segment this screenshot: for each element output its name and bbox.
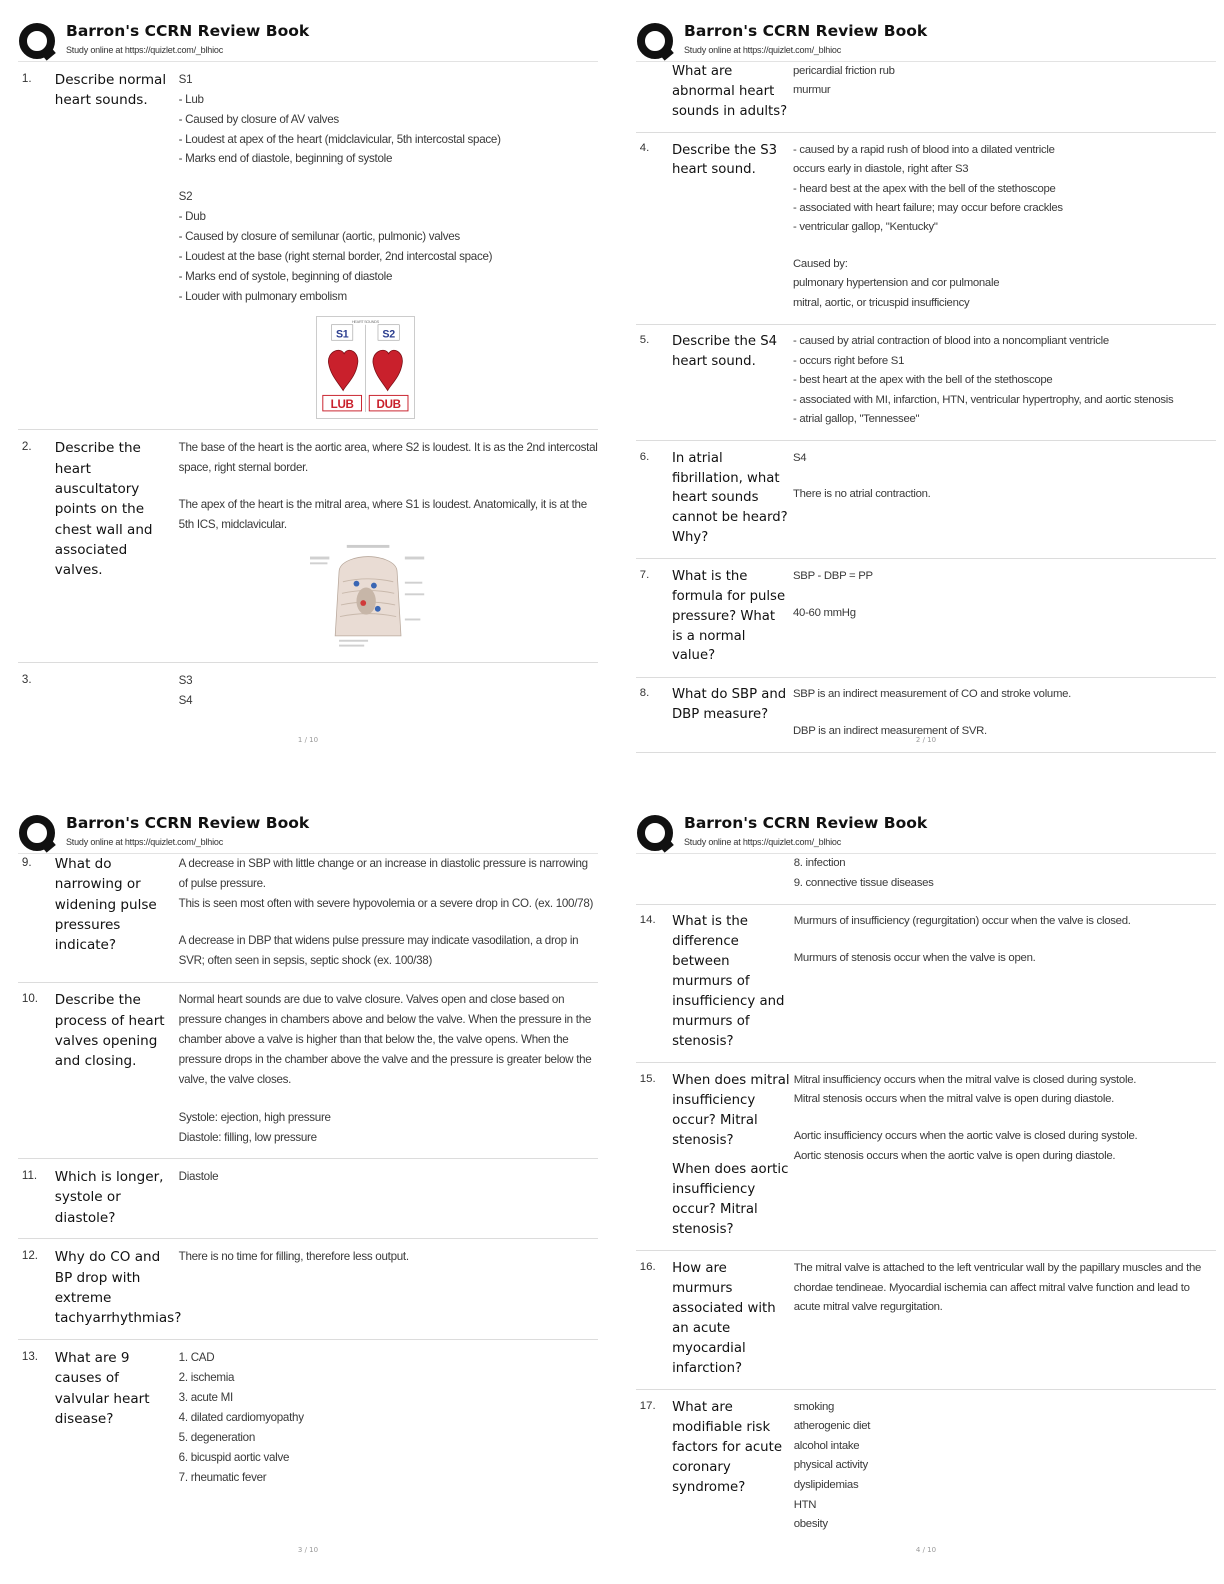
card-definition: pericardial friction rub murmur bbox=[793, 65, 895, 97]
page-2 bbox=[636, 14, 1216, 774]
flashcard bbox=[18, 854, 598, 983]
lub-label: LUB bbox=[330, 398, 354, 412]
flashcard bbox=[636, 905, 1216, 1064]
page-1 bbox=[18, 14, 601, 774]
card-number: 5. bbox=[639, 334, 650, 347]
card-definition: There is no time for filling, therefore less output. bbox=[178, 1250, 409, 1264]
s2-label: S2 bbox=[382, 328, 395, 341]
flashcard bbox=[636, 559, 1216, 677]
s1-label: S1 bbox=[336, 328, 349, 341]
card-number: 12. bbox=[21, 1249, 38, 1263]
card-term: When does mitral insufficiency occur? Mitral stenosis? When does aortic insufficiency occur? Mitral stenosis? bbox=[672, 1072, 790, 1238]
card-term: What is the formula for pulse pressure? What is a normal value? bbox=[671, 569, 786, 664]
card-definition: SBP is an indirect measurement of CO and stroke volume. DBP is an indirect measurement of SVR. bbox=[793, 688, 1072, 737]
page-footer: 2 / 10 bbox=[915, 736, 937, 744]
page-header bbox=[636, 806, 1216, 854]
card-definition: Normal heart sounds are due to valve closure. Valves open and close based on pressure changes in chambers above and below the valve. When the pressure in the chamber above a valve is higher than that below the, the valve opens. When the pressure drops in the chamber above the valve and the pressure is greater below the valve, the valve closes. Systole: ejection, high pressure Diastole: filling, low pressure bbox=[178, 993, 595, 1144]
card-number: 16. bbox=[639, 1260, 656, 1273]
flashcard bbox=[636, 62, 1216, 133]
flashcard bbox=[636, 1251, 1216, 1390]
card-definition: S3 S4 bbox=[178, 673, 193, 707]
quizlet-logo-icon bbox=[18, 22, 58, 62]
doc-subtitle: Study online at https://quizlet.com/_blhioc bbox=[66, 45, 223, 55]
card-term: What do narrowing or widening pulse pressures indicate? bbox=[54, 856, 157, 954]
card-definition: Diastole bbox=[178, 1169, 219, 1183]
flashcard bbox=[18, 1159, 598, 1239]
quizlet-logo-icon bbox=[636, 22, 676, 62]
heart-right-icon bbox=[373, 350, 402, 390]
card-term: In atrial fibrillation, what heart sounds cannot be heard? Why? bbox=[671, 450, 788, 546]
card-term: How are murmurs associated with an acute myocardial infarction? bbox=[672, 1261, 776, 1376]
flashcard bbox=[636, 325, 1216, 441]
card-term: Describe normal heart sounds. bbox=[54, 71, 167, 109]
flashcard bbox=[636, 854, 1216, 905]
flashcard bbox=[18, 1239, 598, 1340]
quizlet-logo-icon bbox=[636, 814, 676, 854]
card-definition: SBP - DBP = PP 40-60 mmHg bbox=[793, 570, 873, 619]
card-term bbox=[55, 671, 179, 711]
card-number: 3. bbox=[21, 672, 32, 686]
card-number: 17. bbox=[639, 1399, 656, 1412]
card-number: 11. bbox=[21, 1168, 38, 1182]
card-number: 6. bbox=[639, 450, 650, 463]
chest-auscultation-image bbox=[310, 543, 426, 651]
card-term: Describe the process of heart valves opening and closing. bbox=[54, 992, 165, 1070]
flashcard bbox=[18, 983, 598, 1159]
card-definition: S1 - Lub - Caused by closure of AV valves - Loudest at apex of the heart (midclavicular, 5th intercostal space) - Marks end of diastole, beginning of systole S2 - Dub - Caused by closure of semilunar (aortic, pulmonic) valves - Loudest at the base (right sternal border, 2nd intercostal space) - Marks end of systole, beginning of diastole - Louder with pulmonary embolism HEART SOUNDS S1 S2 LUB DUB bbox=[179, 70, 598, 419]
flashcard bbox=[18, 1340, 598, 1498]
flashcard bbox=[636, 1063, 1216, 1251]
page-header bbox=[18, 806, 598, 854]
card-number: 2. bbox=[21, 440, 32, 454]
card-term: Describe the heart auscultatory points on the chest wall and associated valves. bbox=[54, 440, 153, 579]
card-term: Describe the S3 heart sound. bbox=[671, 142, 778, 178]
card-term: What are modifiable risk factors for acute coronary syndrome? bbox=[672, 1399, 782, 1495]
flashcard bbox=[636, 441, 1216, 559]
card-number: 8. bbox=[639, 687, 650, 700]
card-definition: The base of the heart is the aortic area, where S2 is loudest. It is as the 2nd intercostal space, right sternal border. The apex of the heart is the mitral area, where S1 is loudest. Anatomically, it is at the 5th ICS, midclavicular. bbox=[179, 438, 598, 651]
card-definition: Murmurs of insufficiency (regurgitation) occur when the valve is closed. Murmurs of stenosis occur when the valve is open. bbox=[793, 915, 1131, 964]
page-header bbox=[636, 14, 1216, 62]
card-number: 14. bbox=[639, 914, 656, 927]
card-definition: 1. CAD 2. ischemia 3. acute MI 4. dilated cardiomyopathy 5. degeneration 6. bicuspid aortic valve 7. rheumatic fever bbox=[178, 1350, 304, 1484]
doc-title: Barron's CCRN Review Book bbox=[684, 22, 928, 40]
card-definition: A decrease in SBP with little change or an increase in diastolic pressure is narrowing of pulse pressure. This is seen most often with severe hypovolemia or a severe drop in CO. (ex. 100/78) A decrease in DBP that widens pulse pressure may indicate vasodilation, a drop in SVR; often seen in sepsis, septic shock (ex. 100/38) bbox=[178, 857, 594, 968]
page-4 bbox=[636, 806, 1216, 1566]
card-definition: smoking atherogenic diet alcohol intake physical activity dyslipidemias HTN obesity bbox=[793, 1400, 871, 1531]
page-header bbox=[18, 14, 598, 62]
card-number bbox=[636, 62, 672, 122]
card-term: What is the difference between murmurs of insufficiency and murmurs of stenosis? bbox=[672, 914, 785, 1049]
card-term bbox=[672, 854, 794, 893]
page-footer: 4 / 10 bbox=[915, 1546, 937, 1554]
doc-title: Barron's CCRN Review Book bbox=[684, 814, 928, 832]
card-term: Which is longer, systole or diastole? bbox=[54, 1168, 164, 1226]
doc-subtitle: Study online at https://quizlet.com/_blhioc bbox=[66, 837, 223, 847]
card-definition: - caused by atrial contraction of blood into a noncompliant ventricle - occurs right before S1 - best heart at the apex with the bell of the stethoscope - associated with MI, infarction, HTN, ventricular hypertrophy, and aortic stenosis - atrial gallop, "Tennessee" bbox=[793, 335, 1174, 426]
card-number bbox=[636, 854, 672, 893]
dub-label: DUB bbox=[376, 398, 401, 412]
card-term: What are 9 causes of valvular heart disease? bbox=[54, 1349, 150, 1427]
page-footer: 3 / 10 bbox=[297, 1546, 319, 1554]
card-number: 13. bbox=[21, 1349, 38, 1363]
card-definition: - caused by a rapid rush of blood into a dilated ventricle occurs early in diastole, right after S3 - heard best at the apex with the bell of the stethoscope - associated with heart failure; may occur before crackles - ventricular gallop, "Kentucky" Caused by: pulmonary hypertension and cor pulmonale mitral, aortic, or tricuspid insufficiency bbox=[793, 143, 1063, 309]
flashcard bbox=[636, 133, 1216, 325]
heart-sounds-image bbox=[316, 316, 415, 419]
doc-subtitle: Study online at https://quizlet.com/_blhioc bbox=[684, 45, 841, 55]
card-number: 7. bbox=[639, 568, 650, 581]
card-definition: Mitral insufficiency occurs when the mitral valve is closed during systole. Mitral stenosis occurs when the mitral valve is open during diastole. Aortic insufficiency occurs when the aortic valve is closed during systole. Aortic stenosis occurs when the aortic valve is open during diastole. bbox=[793, 1073, 1138, 1162]
card-term: Describe the S4 heart sound. bbox=[671, 334, 778, 370]
quizlet-logo-icon bbox=[18, 814, 58, 854]
doc-title: Barron's CCRN Review Book bbox=[66, 814, 310, 832]
doc-subtitle: Study online at https://quizlet.com/_blhioc bbox=[684, 837, 841, 847]
page-3 bbox=[18, 806, 598, 1566]
card-number: 15. bbox=[639, 1072, 656, 1085]
flashcard bbox=[18, 430, 601, 663]
heart-left-icon bbox=[329, 350, 358, 390]
card-number: 1. bbox=[21, 71, 32, 85]
card-definition: S4 There is no atrial contraction. bbox=[793, 451, 931, 501]
card-term: What are abnormal heart sounds in adults? bbox=[671, 64, 788, 119]
card-definition: 8. infection 9. connective tissue diseases bbox=[793, 857, 934, 889]
card-number: 4. bbox=[639, 142, 650, 155]
card-number: 9. bbox=[21, 855, 32, 869]
flashcard bbox=[18, 663, 598, 721]
card-number: 10. bbox=[21, 992, 38, 1006]
doc-title: Barron's CCRN Review Book bbox=[66, 22, 310, 40]
card-term: Why do CO and BP drop with extreme tachyarrhythmias? bbox=[54, 1249, 182, 1327]
card-term: What do SBP and DBP measure? bbox=[671, 687, 787, 723]
flashcard bbox=[636, 1390, 1216, 1545]
page-footer: 1 / 10 bbox=[297, 736, 319, 744]
image-caption: HEART SOUNDS bbox=[352, 318, 380, 324]
flashcard bbox=[18, 62, 598, 430]
card-definition: The mitral valve is attached to the left ventricular wall by the papillary muscles and the chordae tendineae. Myocardial ischemia can affect mitral valve function and lead to acute mitral valve regurgitation. bbox=[793, 1262, 1204, 1314]
